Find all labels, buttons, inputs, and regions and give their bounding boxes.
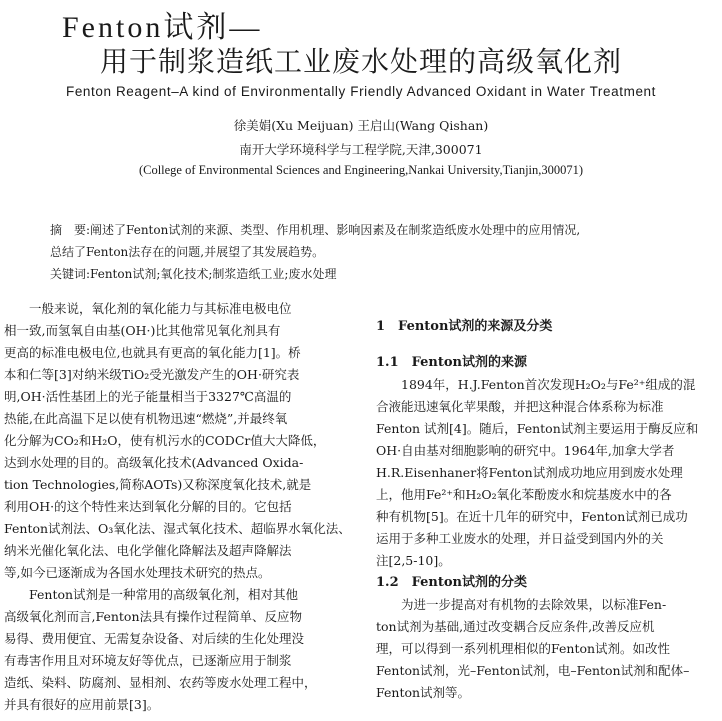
keywords: 关键词:Fenton试剂;氧化技术;制浆造纸工业;废水处理 bbox=[50, 267, 337, 281]
left-column bbox=[4, 298, 352, 716]
text-line: 并具有很好的应用前景[3]。 bbox=[4, 697, 160, 712]
text-line: 理，可以得到一系列机理相似的Fenton试剂。如改性 bbox=[376, 641, 671, 656]
text-line: 本和仁等[3]对纳米级TiO₂受光激发产生的OH·研究表 bbox=[4, 367, 300, 382]
text-line: 1894年，H.J.Fenton首次发现H₂O₂与Fe²⁺组成的混 bbox=[376, 377, 696, 392]
text-line: Fenton试剂等。 bbox=[376, 685, 471, 700]
text-line: 利用OH·的这个特性来达到氧化分解的目的。它包括 bbox=[4, 499, 292, 514]
text-line: 相一致,而氢氧自由基(OH·)比其他常见氧化剂具有 bbox=[4, 323, 281, 338]
text-line: 一般来说，氧化剂的氧化能力与其标准电极电位 bbox=[4, 301, 292, 316]
text-line: 为进一步提高对有机物的去除效果，以标准Fen- bbox=[376, 597, 667, 612]
text-line: 运用于多种工业废水的处理，并日益受到国内外的关 bbox=[376, 531, 664, 546]
paragraph bbox=[4, 298, 352, 584]
paragraph bbox=[376, 594, 716, 704]
text-line: 合液能迅速氧化苹果酸，并把这种混合体系称为标准 bbox=[376, 399, 664, 414]
text-line: 有毒害作用且对环境友好等优点，已逐渐应用于制浆 bbox=[4, 653, 292, 668]
title-line-2: 用于制浆造纸工业废水处理的高级氧化剂 bbox=[99, 45, 622, 78]
right-column bbox=[376, 316, 716, 704]
abstract-block bbox=[50, 219, 690, 285]
text-line: 注[2,5-10]。 bbox=[376, 553, 451, 568]
subsection-heading: 1.1 Fenton试剂的来源 bbox=[376, 355, 527, 370]
text-line: tion Technologies,简称AOTs)又称深度氧化技术,就是 bbox=[4, 477, 312, 492]
text-line: 造纸、染料、防腐剂、显相剂、农药等废水处理工程中， bbox=[4, 675, 317, 690]
text-line: 更高的标准电极电位,也就具有更高的氧化能力[1]。桥 bbox=[4, 345, 301, 360]
text-line: 上，他用Fe²⁺和H₂O₂氧化苯酚废水和烷基废水中的各 bbox=[376, 487, 672, 502]
text-line: 热能,在此高温下足以使有机物迅速“燃烧”,并最终氧 bbox=[4, 411, 288, 426]
abstract-line: 摘 要:阐述了Fenton试剂的来源、类型、作用机理、影响因素及在制浆造纸废水处理中的应用情况, bbox=[50, 223, 581, 237]
authors: 徐美娟(Xu Meijuan) 王启山(Wang Qishan) bbox=[233, 118, 489, 133]
text-line: ton试剂为基础,通过改变耦合反应条件,改善反应机 bbox=[376, 619, 655, 634]
text-line: H.R.Eisenhaner将Fenton试剂成功地应用到废水处理 bbox=[376, 465, 683, 480]
text-line: 易得、费用便宜、无需复杂设备、对后续的生化处理没 bbox=[4, 631, 305, 646]
text-line: 等,如今已逐渐成为各国水处理技术研究的热点。 bbox=[4, 565, 271, 580]
text-line: 高级氧化剂而言,Fenton法具有操作过程简单、反应物 bbox=[4, 609, 303, 624]
section-heading: 1 Fenton试剂的来源及分类 bbox=[376, 319, 553, 334]
text-line: 达到水处理的目的。高级氧化技术(Advanced Oxida- bbox=[4, 455, 304, 470]
affiliation-chinese: 南开大学环境科学与工程学院,天津,300071 bbox=[239, 142, 483, 157]
affiliation-english: (College of Environmental Sciences and Engineering,Nankai University,Tianjin,300071) bbox=[138, 163, 584, 177]
paragraph bbox=[376, 374, 716, 572]
text-line: Fenton试剂，光–Fenton试剂，电–Fenton试剂和配体– bbox=[376, 663, 690, 678]
text-line: OH·自由基对细胞影响的研究中。1964年,加拿大学者 bbox=[376, 443, 675, 458]
title-line-1: Fenton试剂— bbox=[62, 11, 263, 44]
subsection-heading: 1.2 Fenton试剂的分类 bbox=[376, 575, 527, 590]
abstract-line: 总结了Fenton法存在的问题,并展望了其发展趋势。 bbox=[50, 245, 325, 259]
english-title: Fenton Reagent–A kind of Environmentally Friendly Advanced Oxidant in Water Treatment bbox=[65, 84, 657, 99]
text-line: 纳米光催化氧化法、电化学催化降解法及超声降解法 bbox=[4, 543, 292, 558]
text-line: 种有机物[5]。在近十几年的研究中，Fenton试剂已成功 bbox=[376, 509, 688, 524]
text-line: 化分解为CO₂和H₂O，使有机污水的CODCr值大大降低， bbox=[4, 433, 326, 448]
spacer bbox=[376, 338, 716, 352]
text-line: Fenton试剂是一种常用的高级氧化剂，相对其他 bbox=[4, 587, 299, 602]
text-line: Fenton 试剂[4]。随后，Fenton试剂主要运用于酶反应和 bbox=[376, 421, 699, 436]
text-line: Fenton试剂法、O₃氧化法、湿式氧化技术、超临界水氧化法、 bbox=[4, 521, 351, 536]
paragraph bbox=[4, 584, 352, 716]
text-line: 明,OH·活性基团上的光子能量相当于3327℃高温的 bbox=[4, 389, 292, 404]
